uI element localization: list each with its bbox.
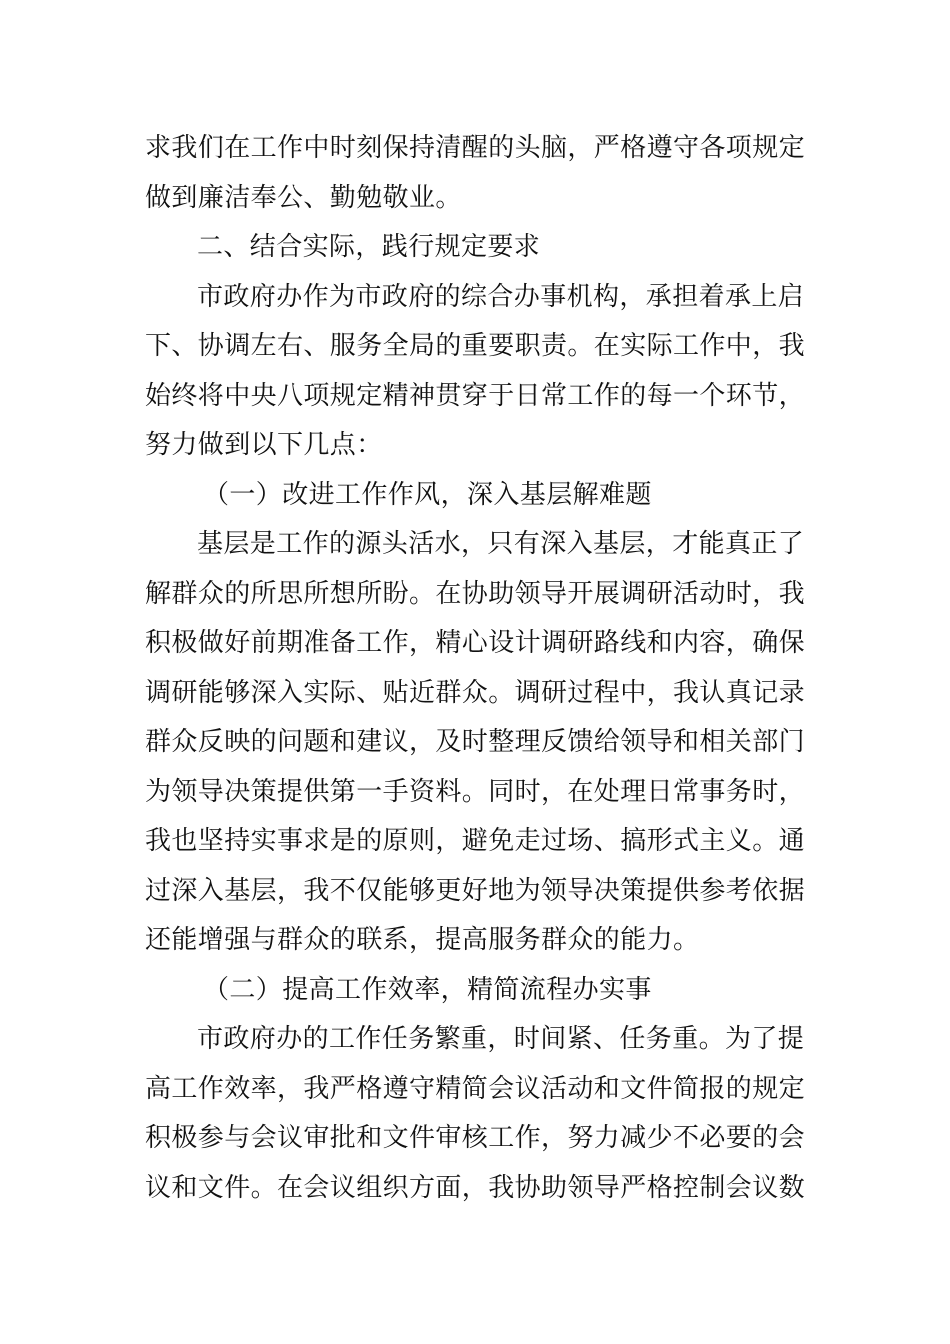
subsection-heading: （二）提高工作效率，精简流程办实事 bbox=[203, 974, 652, 1005]
body-text-line: 调研能够深入实际、贴近群众。调研过程中，我认真记录 bbox=[145, 677, 806, 708]
body-text-line: 始终将中央八项规定精神贯穿于日常工作的每一个环节， bbox=[145, 380, 806, 411]
paragraph-first-line: 市政府办作为市政府的综合办事机构，承担着承上启 bbox=[197, 281, 805, 312]
document-body bbox=[145, 124, 807, 1213]
body-text-line: 还能增强与群众的联系，提高服务群众的能力。 bbox=[145, 925, 700, 955]
subsection-heading: （一）改进工作作风，深入基层解难题 bbox=[203, 479, 652, 510]
paragraph-first-line: 市政府办的工作任务繁重，时间紧、任务重。为了提 bbox=[197, 1024, 805, 1054]
body-text-line: 下、协调左右、服务全局的重要职责。在实际工作中，我 bbox=[145, 331, 806, 361]
body-text-line: 努力做到以下几点： bbox=[145, 430, 383, 460]
body-text-line: 群众反映的问题和建议，及时整理反馈给领导和相关部门 bbox=[145, 727, 806, 757]
body-text-line: 积极参与会议审批和文件审核工作，努力减少不必要的会 bbox=[145, 1123, 806, 1153]
section-heading: 二、结合实际，践行规定要求 bbox=[197, 232, 541, 262]
body-text-line: 解群众的所思所想所盼。在协助领导开展调研活动时，我 bbox=[145, 578, 806, 609]
body-text-line: 求我们在工作中时刻保持清醒的头脑，严格遵守各项规定 bbox=[145, 133, 806, 163]
body-text-line: 为领导决策提供第一手资料。同时，在处理日常事务时， bbox=[145, 776, 806, 807]
body-text-line: 过深入基层，我不仅能够更好地为领导决策提供参考依据 bbox=[145, 875, 806, 906]
paragraph-first-line: 基层是工作的源头活水，只有深入基层，才能真正了 bbox=[197, 529, 805, 559]
body-text-line: 我也坚持实事求是的原则，避免走过场、搞形式主义。通 bbox=[145, 826, 806, 856]
body-text-line: 积极做好前期准备工作，精心设计调研路线和内容，确保 bbox=[145, 628, 806, 658]
body-text-line: 议和文件。在会议组织方面，我协助领导严格控制会议数 bbox=[145, 1172, 806, 1203]
body-text-line: 做到廉洁奉公、勤勉敬业。 bbox=[145, 182, 462, 213]
body-text-line: 高工作效率，我严格遵守精简会议活动和文件简报的规定 bbox=[145, 1073, 806, 1104]
